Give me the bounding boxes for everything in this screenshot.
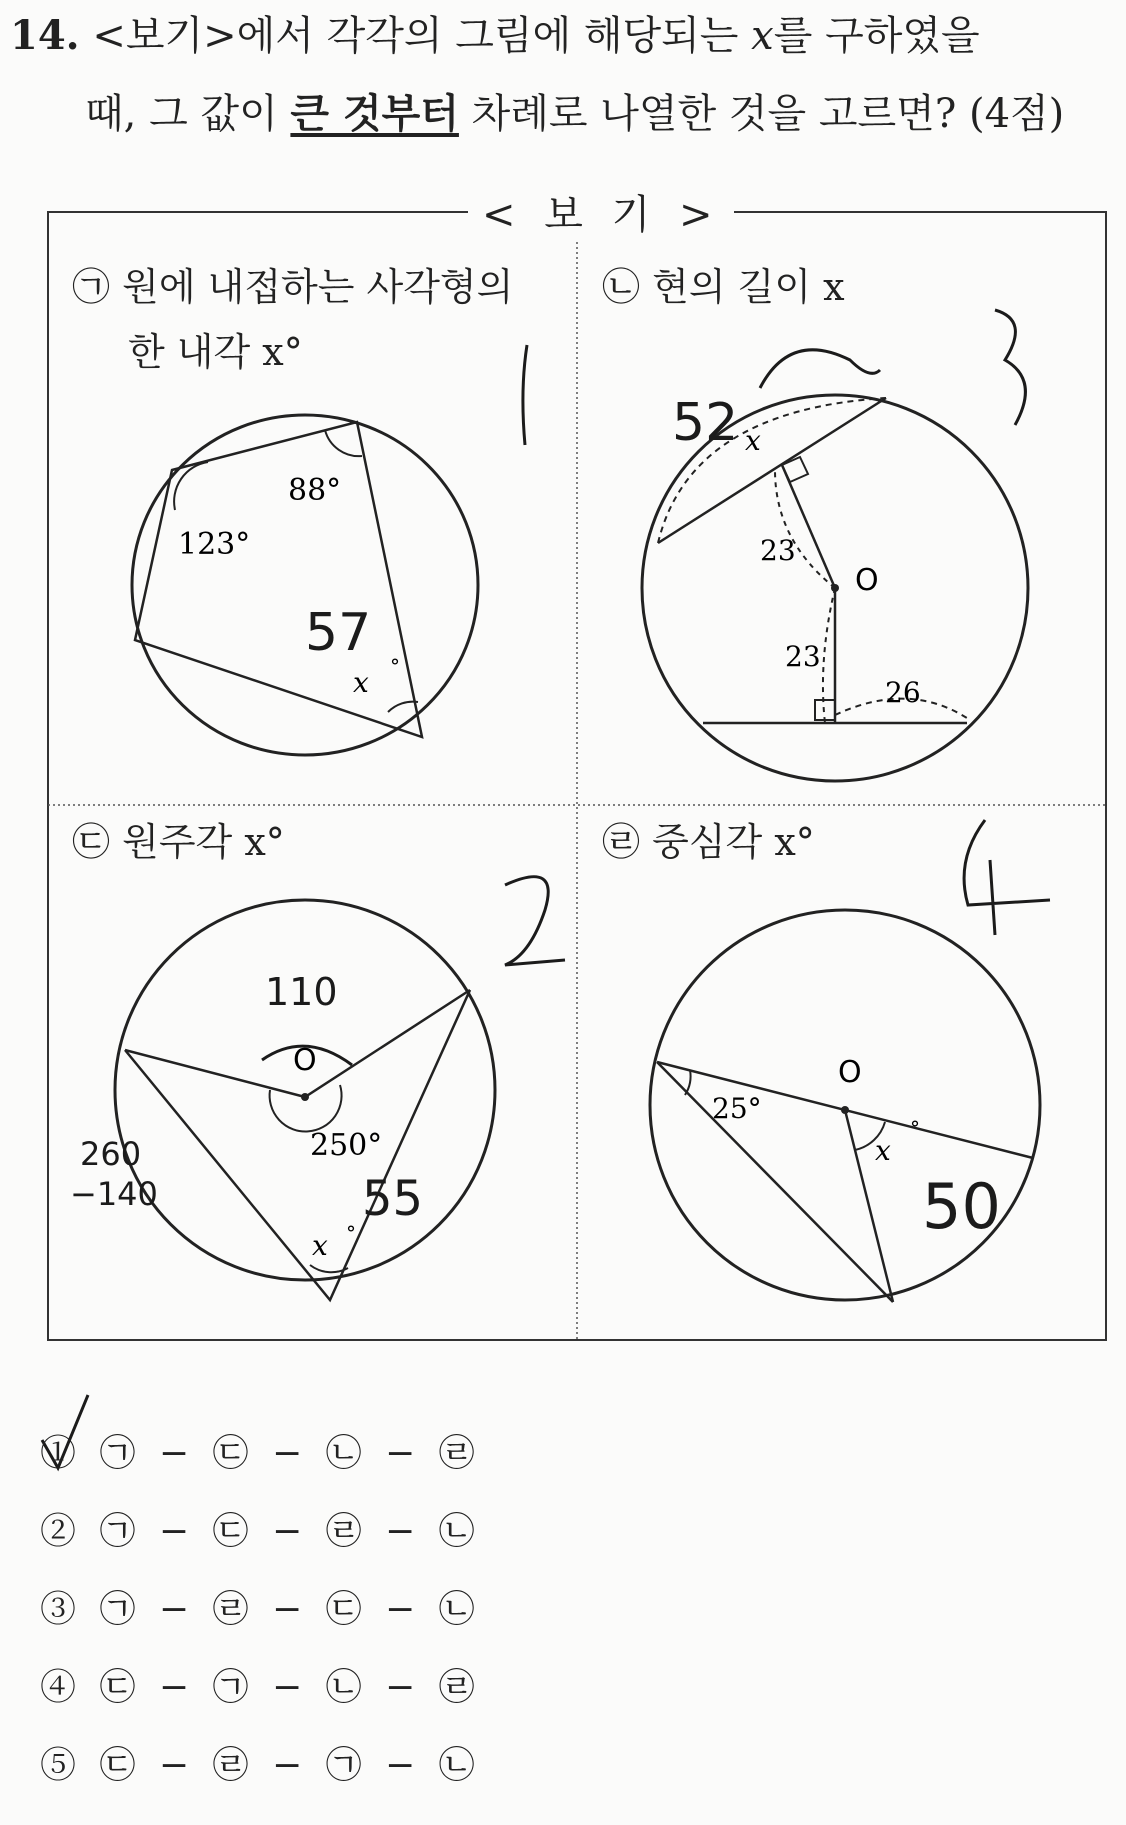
handwritten-50: 50 xyxy=(922,1170,1001,1243)
label-x-1: x xyxy=(353,666,369,699)
handwritten-rank-3 xyxy=(995,310,1025,425)
label-88: 88° xyxy=(288,473,342,508)
label-26: 26 xyxy=(885,676,921,709)
handwritten-110: 110 xyxy=(265,970,338,1014)
reflex-arc-250 xyxy=(270,1085,342,1132)
angle-arc-x-3 xyxy=(310,1265,348,1272)
center-dot-4 xyxy=(841,1106,849,1114)
label-4-text: 중심각 x° xyxy=(652,820,815,864)
question-text-b: 를 구하였을 xyxy=(773,13,980,59)
marker-3: ㉢ xyxy=(72,820,111,864)
option-1-number: ① xyxy=(40,1433,83,1474)
marker-4: ㉣ xyxy=(602,820,641,864)
option-4-number: ④ xyxy=(40,1667,83,1708)
center-dot-2 xyxy=(831,584,839,592)
quadrilateral xyxy=(135,422,422,737)
panel-label-3 xyxy=(72,820,285,864)
center-dot-3 xyxy=(301,1093,309,1101)
question-text-c: 때, 그 값이 xyxy=(85,91,291,137)
chord-to-bottom xyxy=(657,1062,893,1302)
option-3[interactable] xyxy=(40,1588,481,1632)
option-2-text: ㉠ − ㉢ − ㉣ − ㉡ xyxy=(99,1511,481,1552)
circle-3 xyxy=(115,900,495,1280)
center-label-4: O xyxy=(838,1055,862,1090)
option-3-number: ③ xyxy=(40,1589,83,1630)
question-var: x xyxy=(751,13,774,59)
question-text-a: <보기>에서 각각의 그림에 해당되는 xyxy=(92,13,752,59)
dashed-23-lower xyxy=(823,588,835,723)
handwritten-52: 52 xyxy=(672,393,739,453)
option-5[interactable] xyxy=(40,1744,481,1788)
panel-label-2 xyxy=(602,265,845,309)
angle-arc-88 xyxy=(325,430,362,456)
right-angle-mark-1 xyxy=(815,700,835,720)
center-label-3: O xyxy=(293,1043,317,1078)
option-5-text: ㉢ − ㉣ − ㉠ − ㉡ xyxy=(99,1745,481,1786)
option-5-number: ⑤ xyxy=(40,1745,83,1786)
panel-label-1 xyxy=(72,265,513,309)
box-title: < 보 기 > xyxy=(468,183,734,240)
handwritten-55: 55 xyxy=(362,1171,424,1227)
figure-cyclic-quadrilateral xyxy=(132,415,478,755)
question-emphasis: 큰 것부터 xyxy=(290,90,459,137)
handwritten-rank-1 xyxy=(523,345,527,445)
perp-to-chord xyxy=(782,465,835,588)
label-x-2: x xyxy=(745,424,761,457)
label-1-line1: 원에 내접하는 사각형의 xyxy=(122,265,514,309)
degree-x-1: ° xyxy=(390,654,400,678)
inscribed-chords xyxy=(125,990,470,1300)
handwritten-260: 260 xyxy=(80,1135,142,1173)
center-label-2: O xyxy=(855,563,879,598)
figure-central-angle xyxy=(650,910,1040,1302)
option-4-text: ㉢ − ㉠ − ㉡ − ㉣ xyxy=(99,1667,481,1708)
label-23-lower: 23 xyxy=(785,640,821,673)
question-number: 14. xyxy=(10,12,80,59)
option-2-number: ② xyxy=(40,1511,83,1552)
marker-1: ㉠ xyxy=(72,265,111,309)
degree-x-3: ° xyxy=(346,1221,356,1245)
label-123: 123° xyxy=(178,527,251,562)
option-2[interactable] xyxy=(40,1510,481,1554)
handwritten-scribble xyxy=(760,350,880,388)
figure-inscribed-angle xyxy=(115,900,495,1300)
question-text-d: 차례로 나열한 것을 고르면? (4점) xyxy=(458,91,1065,137)
label-x-4: x xyxy=(875,1134,891,1167)
label-23-upper: 23 xyxy=(760,534,796,567)
handwritten-rank-4 xyxy=(964,820,1050,935)
option-1[interactable] xyxy=(40,1432,481,1476)
handwritten-minus-140: −140 xyxy=(70,1175,158,1213)
marker-2: ㉡ xyxy=(602,265,641,309)
option-3-text: ㉠ − ㉣ − ㉢ − ㉡ xyxy=(99,1589,481,1630)
label-x-3: x xyxy=(312,1229,328,1262)
degree-x-4: ° xyxy=(910,1116,920,1140)
option-4[interactable] xyxy=(40,1666,481,1710)
angle-arc-x xyxy=(388,702,418,712)
dashed-23-upper xyxy=(775,470,835,588)
handwritten-57: 57 xyxy=(305,603,372,663)
handwritten-rank-2 xyxy=(505,877,565,965)
label-250: 250° xyxy=(310,1128,383,1163)
label-25: 25° xyxy=(712,1092,762,1125)
option-1-text: ㉠ − ㉢ − ㉡ − ㉣ xyxy=(99,1433,481,1474)
label-2-text: 현의 길이 x xyxy=(652,265,845,309)
panel-label-1b: 한 내각 x° xyxy=(128,330,303,374)
label-3-text: 원주각 x° xyxy=(122,820,285,864)
panel-label-4 xyxy=(602,820,815,864)
